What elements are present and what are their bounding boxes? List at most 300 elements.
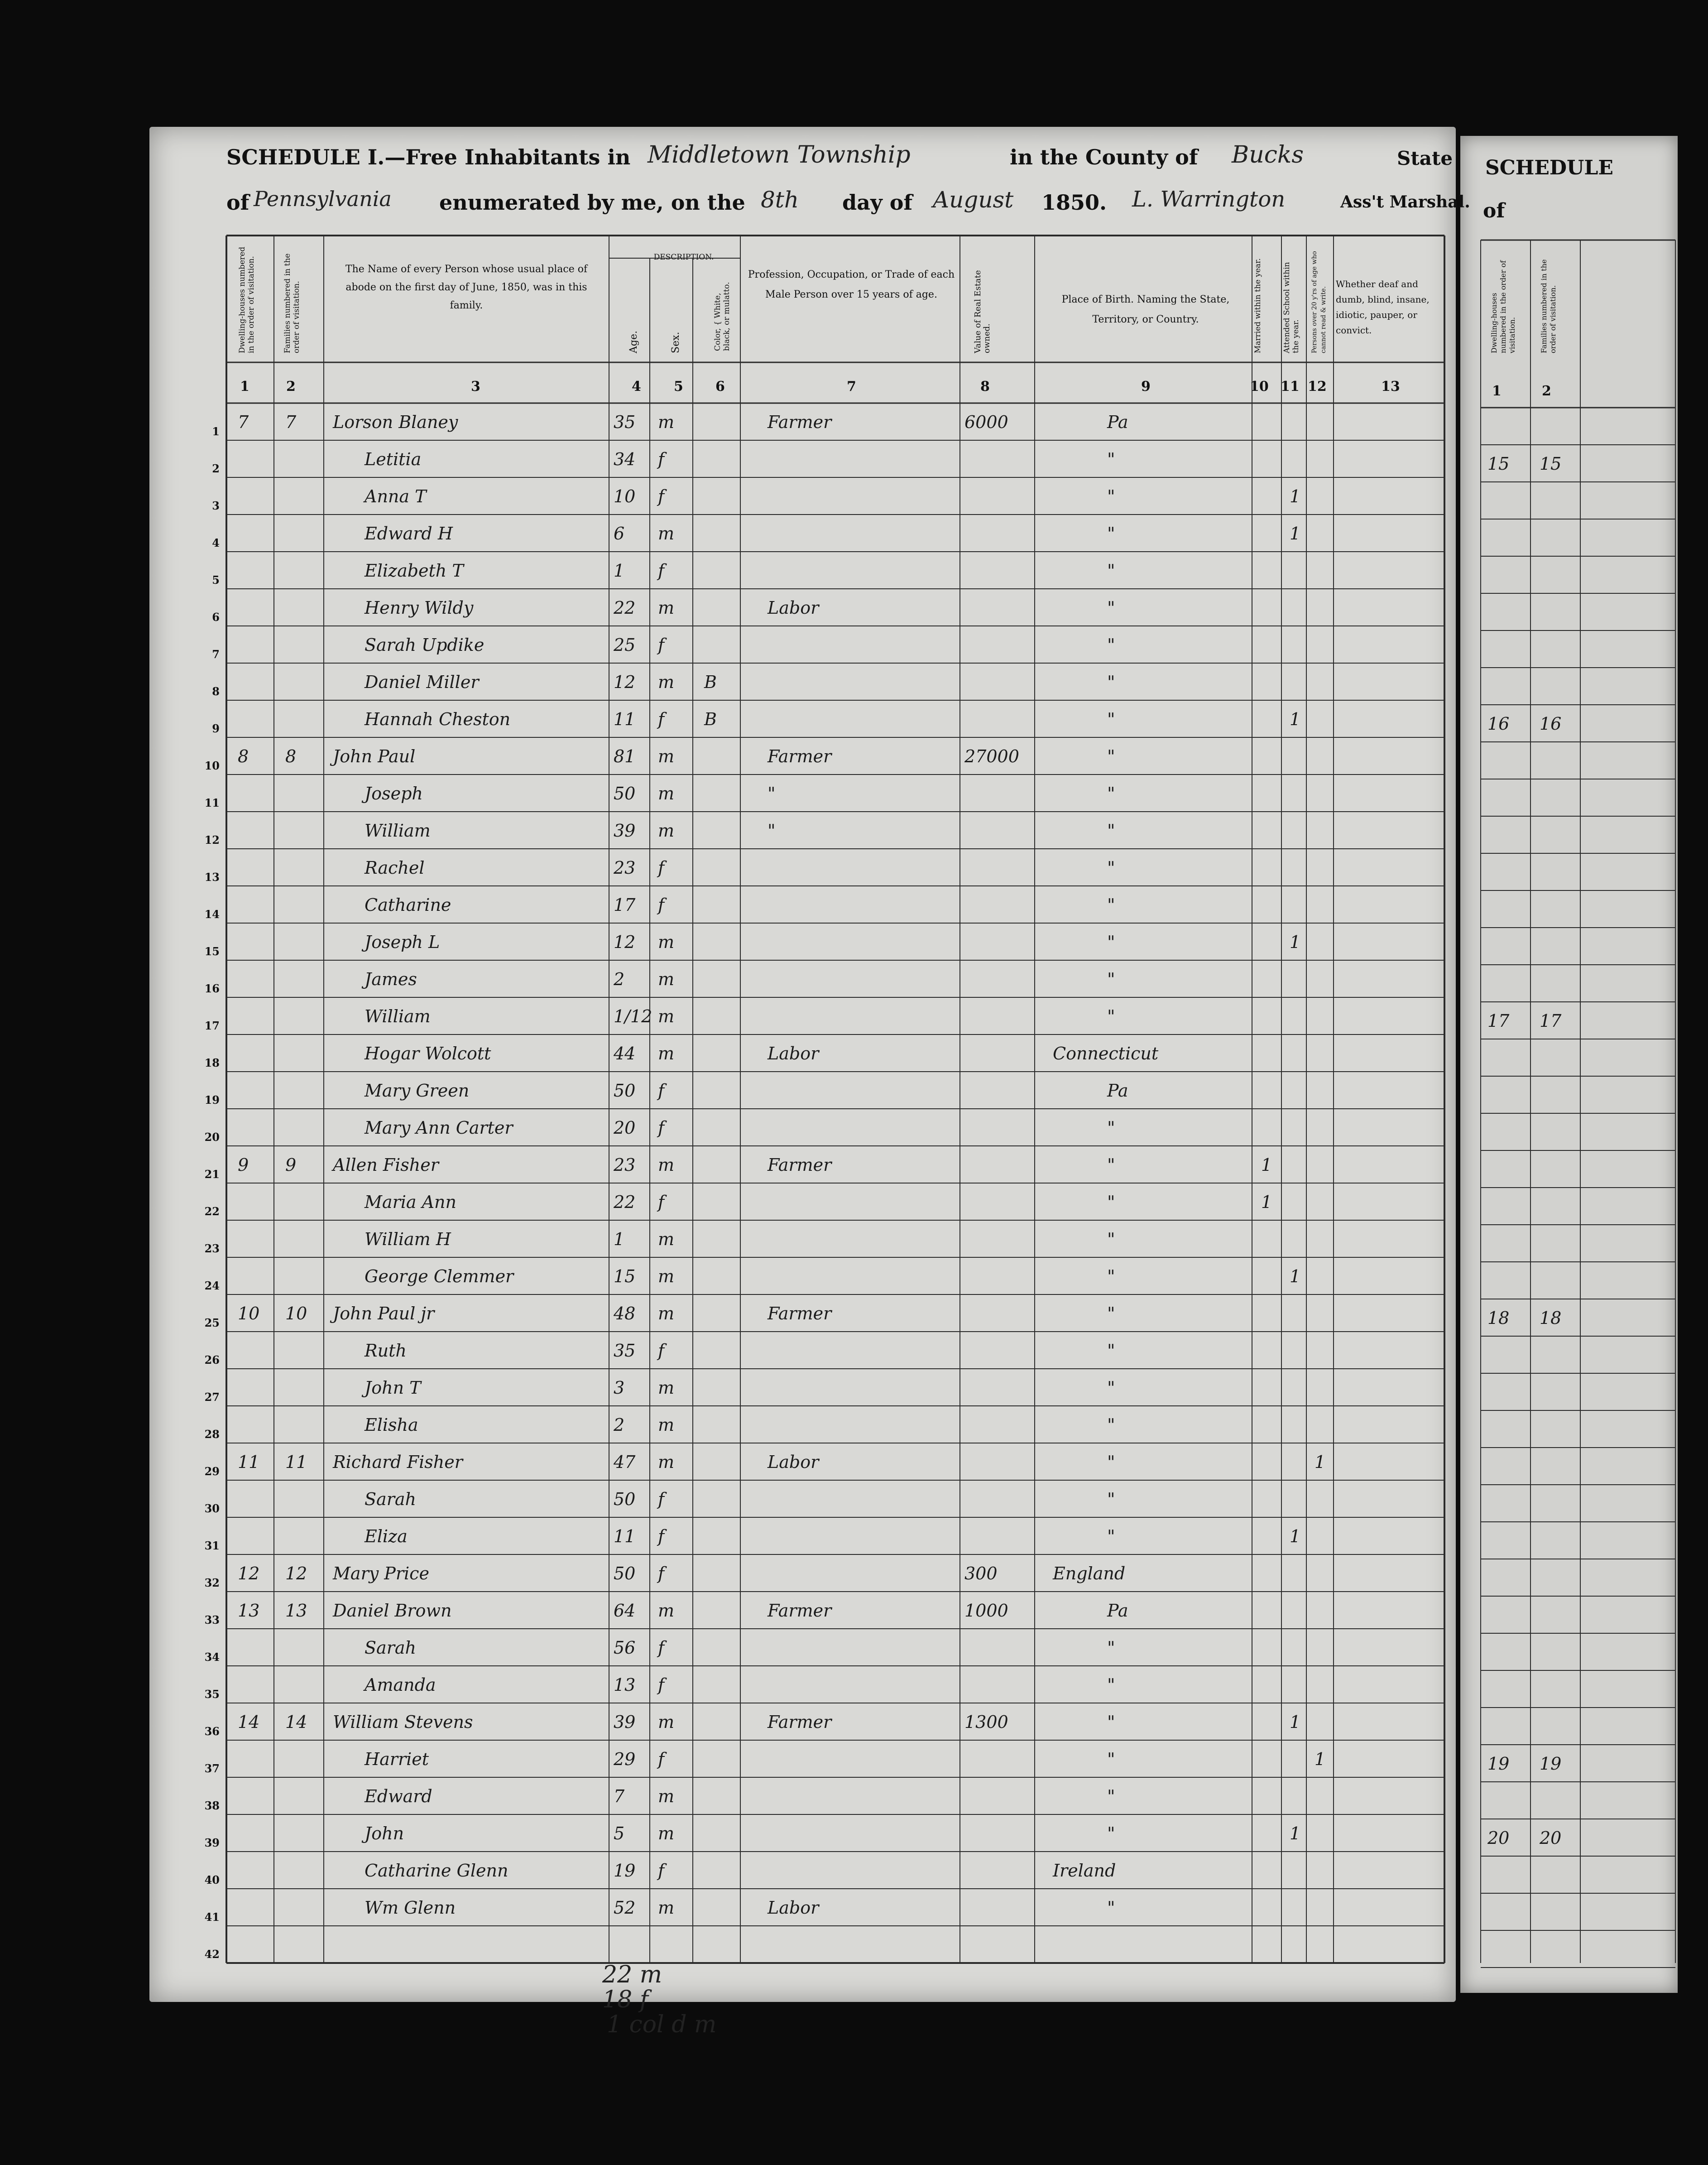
birthplace: " (1107, 1823, 1115, 1843)
line-number: 20 (204, 1131, 220, 1144)
person-age: 11 (614, 1526, 636, 1546)
person-name: Daniel Brown (333, 1601, 452, 1621)
right-family-number: 19 (1540, 1754, 1562, 1774)
birthplace: " (1107, 932, 1115, 952)
birthplace: " (1107, 1006, 1115, 1026)
col8-heading: Value of Real Estate owned. (973, 270, 992, 353)
person-sex: m (658, 1415, 675, 1435)
person-sex: m (658, 1786, 675, 1806)
tally-colored: 1 col d m (607, 2011, 717, 2038)
person-name: John Paul jr (333, 1304, 435, 1323)
birthplace: " (1107, 598, 1115, 618)
attended-school: 1 (1290, 709, 1301, 729)
family-number: 11 (285, 1452, 307, 1472)
birthplace: " (1107, 1266, 1115, 1286)
person-name: Eliza (365, 1526, 408, 1546)
right-dwelling-number: 16 (1487, 714, 1510, 734)
birthplace: " (1107, 1192, 1115, 1212)
line-number: 13 (204, 871, 220, 884)
person-age: 48 (614, 1304, 636, 1323)
line-number: 21 (204, 1168, 220, 1181)
real-estate-value: 300 (964, 1564, 998, 1583)
col4-heading: Age. (628, 331, 639, 353)
person-age: 10 (614, 486, 636, 506)
person-name: Sarah (365, 1638, 416, 1658)
line-number: 11 (204, 796, 220, 809)
birthplace: " (1107, 1415, 1115, 1435)
person-sex: f (658, 561, 665, 581)
person-age: 34 (614, 449, 636, 469)
person-sex: f (658, 1564, 665, 1583)
line-number: 25 (204, 1316, 220, 1329)
person-age: 17 (614, 895, 636, 915)
person-age: 56 (614, 1638, 636, 1658)
line-number: 5 (212, 573, 220, 587)
person-sex: m (658, 1823, 675, 1843)
birthplace: " (1107, 1898, 1115, 1918)
line-number: 22 (204, 1205, 220, 1218)
right-col-num-1: 1 (1492, 383, 1502, 399)
person-age: 50 (614, 1081, 636, 1101)
birthplace: " (1107, 1304, 1115, 1323)
person-sex: m (658, 524, 675, 544)
person-occupation: Labor (768, 598, 819, 618)
birthplace: " (1107, 1638, 1115, 1658)
dwelling-number: 12 (238, 1564, 260, 1583)
col-num-3: 3 (471, 379, 480, 395)
state-label: State (1397, 147, 1453, 169)
person-sex: m (658, 969, 675, 989)
person-age: 23 (614, 858, 636, 878)
person-sex: m (658, 1452, 675, 1472)
person-name: Hogar Wolcott (365, 1044, 491, 1063)
line-number: 34 (204, 1650, 220, 1664)
person-age: 1/12 (614, 1006, 652, 1026)
line-number: 35 (204, 1688, 220, 1701)
attended-school: 1 (1290, 1823, 1301, 1843)
line-number: 7 (212, 648, 220, 661)
birthplace: " (1107, 635, 1115, 655)
right-col1-heading: Dwelling-houses numbered in the order of visitation. (1490, 260, 1516, 353)
person-name: Allen Fisher (333, 1155, 439, 1175)
birthplace: Pa (1107, 1601, 1128, 1621)
person-name: Elizabeth T (365, 561, 464, 581)
person-sex: f (658, 1861, 665, 1881)
line-number: 33 (204, 1613, 220, 1626)
person-name: John Paul (333, 746, 416, 766)
col-num-4: 4 (632, 379, 641, 395)
line-number: 6 (212, 611, 220, 624)
birthplace: " (1107, 1712, 1115, 1732)
birthplace: " (1107, 1229, 1115, 1249)
real-estate-value: 6000 (964, 412, 1008, 432)
birthplace: " (1107, 746, 1115, 766)
person-sex: f (658, 1675, 665, 1695)
person-age: 12 (614, 672, 636, 692)
col5-heading: Sex. (670, 332, 681, 353)
person-name: Daniel Miller (365, 672, 479, 692)
line-number: 4 (212, 536, 220, 549)
person-age: 2 (614, 969, 625, 989)
birthplace: " (1107, 1118, 1115, 1138)
person-occupation: Farmer (768, 412, 832, 432)
family-number: 14 (285, 1712, 307, 1732)
dwelling-number: 10 (238, 1304, 260, 1323)
person-name: Catharine Glenn (365, 1861, 509, 1881)
birthplace: " (1107, 561, 1115, 581)
person-name: John (365, 1823, 404, 1843)
married-within-year: 1 (1261, 1155, 1272, 1175)
person-age: 29 (614, 1749, 636, 1769)
birthplace: " (1107, 1452, 1115, 1472)
line-number: 42 (204, 1948, 220, 1961)
person-sex: m (658, 598, 675, 618)
line-number: 10 (204, 759, 220, 772)
attended-school: 1 (1290, 1266, 1301, 1286)
dwelling-number: 14 (238, 1712, 260, 1732)
birthplace: Pa (1107, 412, 1128, 432)
birthplace: " (1107, 858, 1115, 878)
col-num-9: 9 (1141, 379, 1151, 395)
line-number: 18 (204, 1056, 220, 1069)
birthplace: Pa (1107, 1081, 1128, 1101)
line-number: 16 (204, 982, 220, 995)
county-label: in the County of (1010, 145, 1198, 169)
person-age: 12 (614, 932, 636, 952)
person-name: Rachel (365, 858, 425, 878)
col-num-5: 5 (674, 379, 683, 395)
col-num-2: 2 (286, 379, 296, 395)
line-number: 14 (204, 908, 220, 921)
person-age: 39 (614, 1712, 636, 1732)
right-sheet-title: SCHEDULE (1485, 156, 1613, 179)
person-name: Sarah (365, 1489, 416, 1509)
attended-school: 1 (1290, 486, 1301, 506)
line-number: 39 (204, 1836, 220, 1849)
description-label: DESCRIPTION. (653, 253, 714, 262)
person-age: 20 (614, 1118, 636, 1138)
person-age: 23 (614, 1155, 636, 1175)
birthplace: Connecticut (1053, 1044, 1159, 1063)
person-name: Letitia (365, 449, 422, 469)
col-num-8: 8 (980, 379, 990, 395)
right-dwelling-number: 19 (1487, 1754, 1510, 1774)
person-sex: f (658, 895, 665, 915)
dwelling-number: 7 (238, 412, 249, 432)
married-within-year: 1 (1261, 1192, 1272, 1212)
col-num-11: 11 (1281, 379, 1300, 395)
person-name: Joseph (365, 784, 423, 803)
person-age: 47 (614, 1452, 636, 1472)
marshal-name: L. Warrington (1132, 187, 1286, 212)
birthplace: " (1107, 486, 1115, 506)
person-name: Harriet (365, 1749, 429, 1769)
person-name: Mary Price (333, 1564, 429, 1583)
person-name: Elisha (365, 1415, 418, 1435)
birthplace: " (1107, 672, 1115, 692)
col13-heading: Whether deaf and dumb, blind, insane, idiotic, pauper, or convict. (1336, 279, 1430, 336)
person-sex: f (658, 858, 665, 878)
person-occupation: Farmer (768, 1601, 832, 1621)
col-num-13: 13 (1381, 379, 1400, 395)
col6-heading: Color, { White, black, or mulatto. (713, 282, 731, 351)
person-age: 5 (614, 1823, 625, 1843)
line-number: 15 (204, 945, 220, 958)
line-number: 31 (204, 1539, 220, 1552)
person-sex: m (658, 821, 675, 841)
month-value: August (933, 187, 1014, 213)
person-age: 44 (614, 1044, 636, 1063)
person-name: Richard Fisher (333, 1452, 463, 1472)
person-age: 50 (614, 1564, 636, 1583)
person-age: 19 (614, 1861, 636, 1881)
person-sex: f (658, 1638, 665, 1658)
person-name: Henry Wildy (365, 598, 474, 618)
person-age: 3 (614, 1378, 625, 1398)
birthplace: " (1107, 1489, 1115, 1509)
person-sex: f (658, 635, 665, 655)
col1-heading: Dwelling-houses numbered in the order of visitation. (238, 246, 256, 353)
family-number: 7 (285, 412, 297, 432)
col-num-10: 10 (1250, 379, 1269, 395)
line-number: 12 (204, 833, 220, 847)
person-sex: f (658, 1489, 665, 1509)
person-occupation: " (768, 784, 776, 803)
person-name: Anna T (365, 486, 427, 506)
right-dwelling-number: 18 (1487, 1308, 1510, 1328)
person-sex: m (658, 1044, 675, 1063)
line-number: 23 (204, 1242, 220, 1255)
person-sex: f (658, 1526, 665, 1546)
person-name: Maria Ann (365, 1192, 457, 1212)
person-sex: m (658, 1266, 675, 1286)
day-of-label: day of (842, 190, 913, 215)
birthplace: " (1107, 709, 1115, 729)
township-value: Middletown Township (648, 141, 911, 168)
person-age: 81 (614, 746, 636, 766)
line-number: 9 (212, 722, 220, 735)
attended-school: 1 (1290, 932, 1301, 952)
line-number: 27 (204, 1390, 220, 1404)
real-estate-value: 1300 (964, 1712, 1008, 1732)
col-num-12: 12 (1308, 379, 1327, 395)
person-occupation: Farmer (768, 746, 832, 766)
line-number: 3 (212, 499, 220, 512)
col-num-7: 7 (847, 379, 856, 395)
person-age: 64 (614, 1601, 636, 1621)
line-number: 40 (204, 1873, 220, 1886)
person-age: 35 (614, 412, 636, 432)
person-sex: f (658, 1118, 665, 1138)
right-dwelling-number: 15 (1487, 454, 1510, 474)
person-name: George Clemmer (365, 1266, 514, 1286)
line-number: 26 (204, 1353, 220, 1366)
col2-heading: Families numbered in the order of visitation. (283, 253, 301, 353)
col7-heading: Profession, Occupation, or Trade of each Male Person over 15 years of age. (748, 269, 955, 300)
person-name: Mary Ann Carter (365, 1118, 513, 1138)
attended-school: 1 (1290, 1712, 1301, 1732)
marshal-label: Ass't Marshal. (1340, 192, 1470, 212)
col3-heading: The Name of every Person whose usual place of abode on the first day of June, 1850, was in this family. (345, 264, 588, 311)
person-sex: m (658, 1155, 675, 1175)
person-age: 1 (614, 1229, 625, 1249)
dwelling-number: 11 (238, 1452, 260, 1472)
person-age: 13 (614, 1675, 636, 1695)
col12-heading: Persons over 20 y'rs of age who cannot read & write. (1311, 251, 1327, 353)
line-number: 2 (212, 462, 220, 475)
person-name: Hannah Cheston (365, 709, 511, 729)
line-number: 8 (212, 685, 220, 698)
person-name: Catharine (365, 895, 451, 915)
birthplace: " (1107, 821, 1115, 841)
person-name: William H (365, 1229, 451, 1249)
line-number: 1 (212, 425, 220, 438)
person-age: 6 (614, 524, 625, 544)
person-sex: f (658, 486, 665, 506)
right-family-number: 17 (1540, 1011, 1562, 1031)
person-age: 15 (614, 1266, 636, 1286)
cannot-read-write: 1 (1315, 1452, 1326, 1472)
tally-females: 18 f (602, 1986, 648, 2013)
line-number: 28 (204, 1428, 220, 1441)
right-family-number: 20 (1540, 1828, 1562, 1848)
person-age: 22 (614, 598, 636, 618)
birthplace: " (1107, 969, 1115, 989)
person-sex: m (658, 1304, 675, 1323)
person-occupation: Farmer (768, 1712, 832, 1732)
right-family-number: 18 (1540, 1308, 1562, 1328)
attended-school: 1 (1290, 1526, 1301, 1546)
person-name: Edward (365, 1786, 432, 1806)
person-name: James (365, 969, 417, 989)
line-number: 17 (204, 1019, 220, 1032)
birthplace: " (1107, 1155, 1115, 1175)
real-estate-value: 1000 (964, 1601, 1008, 1621)
person-sex: m (658, 784, 675, 803)
year-label: 1850. (1041, 190, 1107, 215)
person-name: William (365, 1006, 431, 1026)
birthplace: " (1107, 1786, 1115, 1806)
col11-heading: Attended School within the year. (1282, 262, 1300, 353)
person-age: 50 (614, 1489, 636, 1509)
col-num-6: 6 (715, 379, 725, 395)
family-number: 13 (285, 1601, 307, 1621)
col10-heading: Married within the year. (1253, 258, 1262, 353)
birthplace: Ireland (1053, 1861, 1116, 1881)
person-name: Sarah Updike (365, 635, 485, 655)
county-value: Bucks (1232, 141, 1304, 168)
line-number: 38 (204, 1799, 220, 1812)
line-number: 32 (204, 1576, 220, 1589)
family-number: 10 (285, 1304, 307, 1323)
person-sex: m (658, 1229, 675, 1249)
person-name: William (365, 821, 431, 841)
person-age: 39 (614, 821, 636, 841)
cannot-read-write: 1 (1315, 1749, 1326, 1769)
line-number: 24 (204, 1279, 220, 1292)
person-name: Amanda (365, 1675, 436, 1695)
person-age: 25 (614, 635, 636, 655)
right-sheet-of: of (1483, 199, 1505, 222)
person-name: Lorson Blaney (333, 412, 458, 432)
col-num-1: 1 (240, 379, 249, 395)
person-occupation: " (768, 821, 776, 841)
birthplace: " (1107, 895, 1115, 915)
person-sex: m (658, 672, 675, 692)
person-name: Edward H (365, 524, 453, 544)
person-sex: m (658, 1712, 675, 1732)
col9-heading: Place of Birth. Naming the State, Territory, or Country. (1061, 294, 1230, 325)
right-col-num-2: 2 (1542, 383, 1551, 399)
person-name: William Stevens (333, 1712, 473, 1732)
person-sex: f (658, 1081, 665, 1101)
person-color: B (704, 709, 717, 729)
person-name: John T (365, 1378, 421, 1398)
person-sex: f (658, 709, 665, 729)
right-col2-heading: Families numbered in the order of visitation. (1540, 259, 1557, 353)
dwelling-number: 8 (238, 746, 249, 766)
of-label: of (226, 190, 249, 215)
line-number: 19 (204, 1093, 220, 1107)
person-age: 2 (614, 1415, 625, 1435)
person-age: 1 (614, 561, 625, 581)
person-sex: m (658, 1378, 675, 1398)
right-family-number: 16 (1540, 714, 1562, 734)
person-sex: m (658, 412, 675, 432)
line-number: 30 (204, 1502, 220, 1515)
person-sex: f (658, 1341, 665, 1361)
person-sex: f (658, 449, 665, 469)
birthplace: England (1053, 1564, 1126, 1583)
day-value: 8th (761, 187, 799, 213)
dwelling-number: 13 (238, 1601, 260, 1621)
person-occupation: Labor (768, 1044, 819, 1063)
line-number: 36 (204, 1725, 220, 1738)
person-sex: m (658, 1601, 675, 1621)
birthplace: " (1107, 1526, 1115, 1546)
state-value: Pennsylvania (254, 187, 392, 211)
real-estate-value: 27000 (964, 746, 1019, 766)
person-occupation: Labor (768, 1452, 819, 1472)
birthplace: " (1107, 1341, 1115, 1361)
person-sex: m (658, 746, 675, 766)
line-number: 41 (204, 1910, 220, 1924)
person-sex: m (658, 1898, 675, 1918)
dwelling-number: 9 (238, 1155, 249, 1175)
birthplace: " (1107, 449, 1115, 469)
line-number: 37 (204, 1762, 220, 1775)
attended-school: 1 (1290, 524, 1301, 544)
person-age: 11 (614, 709, 636, 729)
right-dwelling-number: 17 (1487, 1011, 1510, 1031)
person-age: 22 (614, 1192, 636, 1212)
family-number: 12 (285, 1564, 307, 1583)
person-name: Mary Green (365, 1081, 470, 1101)
person-age: 50 (614, 784, 636, 803)
tally-males: 22 m (602, 1961, 662, 1988)
person-age: 35 (614, 1341, 636, 1361)
person-name: Ruth (365, 1341, 407, 1361)
line-number: 29 (204, 1465, 220, 1478)
birthplace: " (1107, 524, 1115, 544)
birthplace: " (1107, 1675, 1115, 1695)
person-age: 7 (614, 1786, 625, 1806)
birthplace: " (1107, 1749, 1115, 1769)
enumerated-label: enumerated by me, on the (439, 190, 745, 215)
person-sex: f (658, 1192, 665, 1212)
right-family-number: 15 (1540, 454, 1562, 474)
person-occupation: Labor (768, 1898, 819, 1918)
